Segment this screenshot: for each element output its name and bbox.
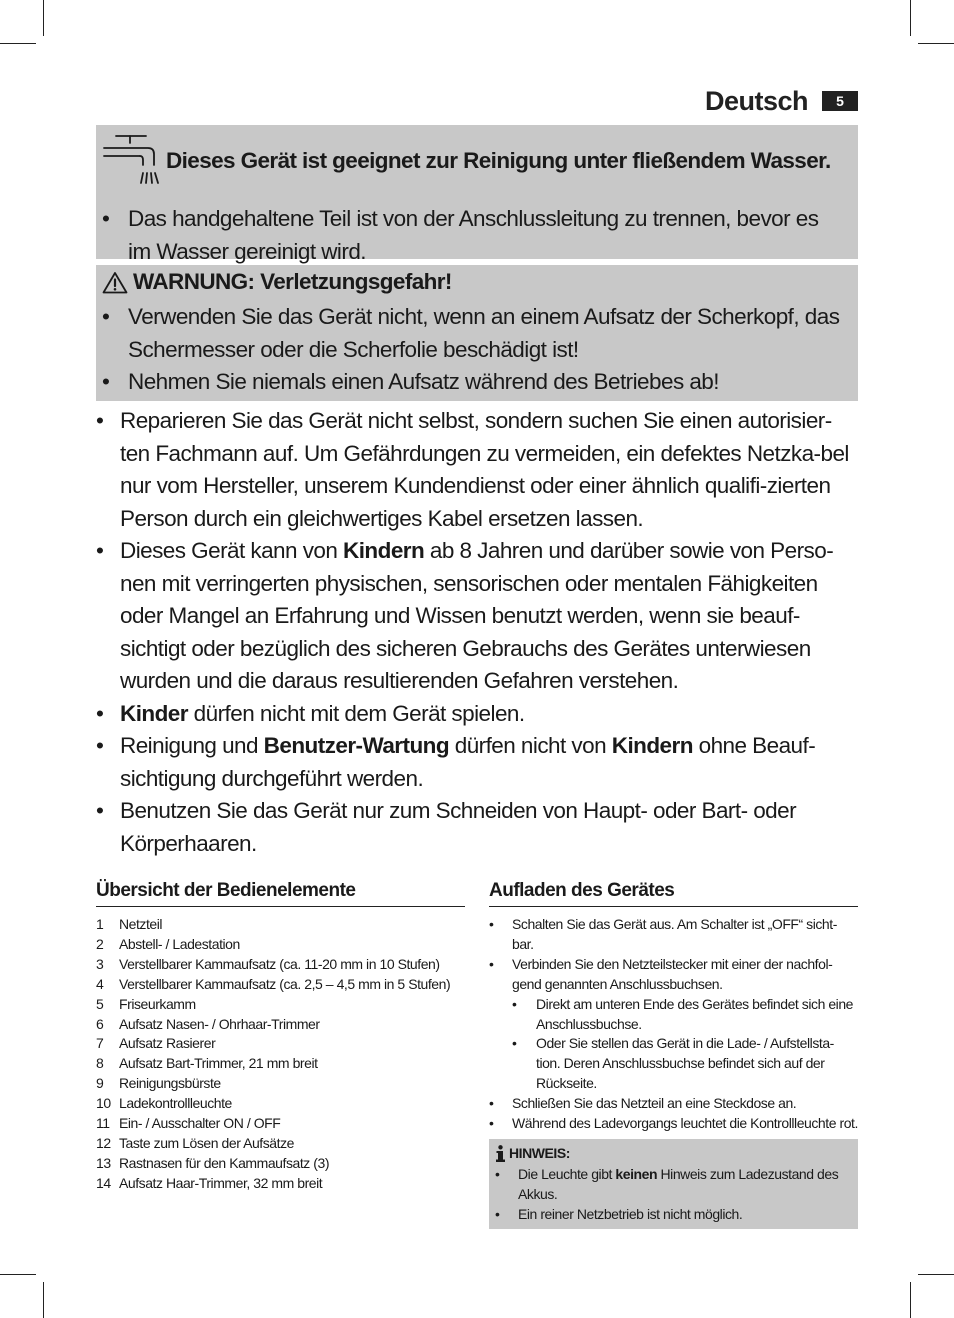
list-item: 5 Friseurkamm bbox=[96, 995, 196, 1012]
crop-mark bbox=[910, 0, 911, 36]
controls-title: Übersicht der Bedienelemente bbox=[96, 880, 465, 907]
crop-mark bbox=[0, 1274, 36, 1275]
list-item: 8 Aufsatz Bart-Trimmer, 21 mm breit bbox=[96, 1055, 318, 1072]
list-item: • Reparieren Sie das Gerät nicht selbst, sondern suchen Sie einen autorisier-ten Fachmann auf. Um Gefährdungen zu vermeiden, ein defektes Netzka-bel nur vom Hersteller, unserem Kundendienst oder einer ähnlich qualifi-zierten Person durch ein gleichwertiges Kabel ersetzen lassen. bbox=[96, 405, 856, 535]
hint-box bbox=[489, 1139, 858, 1229]
list-item: 12 Taste zum Lösen der Aufsätze bbox=[96, 1134, 294, 1151]
charging-section bbox=[489, 880, 858, 1229]
list-item: 1 Netzteil bbox=[96, 916, 163, 932]
controls-list bbox=[96, 915, 465, 1194]
crop-mark bbox=[910, 1282, 911, 1318]
crop-mark bbox=[0, 43, 36, 44]
crop-mark bbox=[918, 43, 954, 44]
warning-triangle-icon bbox=[102, 271, 128, 294]
controls-section bbox=[96, 880, 465, 1194]
list-item: • Reinigung und Benutzer-Wartung dürfen nicht von Kindern ohne Beauf-sichtigung durchgeführt werden. bbox=[96, 730, 856, 795]
water-cleaning-heading bbox=[102, 129, 831, 189]
list-item: • Benutzen Sie das Gerät nur zum Schneiden von Haupt- oder Bart- oder Körperhaaren. bbox=[96, 795, 856, 860]
list-item: 11 Ein- / Ausschalter ON / OFF bbox=[96, 1115, 281, 1132]
list-item: 10 Ladekontrollleuchte bbox=[96, 1095, 232, 1112]
page-header bbox=[705, 86, 858, 116]
list-item: 3 Verstellbarer Kammaufsatz (ca. 11-20 mm in 10 Stufen) bbox=[96, 955, 440, 972]
water-cleaning-box bbox=[96, 125, 858, 264]
list-item: • Verwenden Sie das Gerät nicht, wenn an einem Aufsatz der Scherkopf, das Schermesser oder die Scherfolie beschädigt ist! bbox=[102, 301, 844, 366]
list-item: 2 Abstell- / Ladestation bbox=[96, 935, 240, 952]
list-item: 7 Aufsatz Rasierer bbox=[96, 1035, 216, 1052]
list-item: • Nehmen Sie niemals einen Aufsatz während des Betriebes ab! bbox=[102, 366, 844, 399]
list-item: • Schließen Sie das Netzteil an eine Steckdose an. bbox=[489, 1094, 858, 1114]
charging-sublist bbox=[512, 995, 858, 1095]
info-icon bbox=[495, 1145, 506, 1162]
list-item: • Dieses Gerät kann von Kindern ab 8 Jahren und darüber sowie von Perso-nen mit verringerten physischen, sensorischen oder mentalen Fähigkeiten oder Mangel an Erfahrung und Wissen benutzt werden, wenn sie beauf-sichtigt oder bezüglich des sicheren Gebrauchs des Gerätes unterwiesen wurden und die daraus resultierenden Gefahren verstehen. bbox=[96, 535, 856, 698]
list-item: • Verbinden Sie den Netzteilstecker mit einer der nachfol-gend genannten Anschlussbuchsen. • Direkt am unteren Ende des Gerätes befindet sich eine Anschlussbuchse. • Oder Sie stellen das Gerät in die Lade- / Aufstellsta-tion. Deren Anschlussbuchse befindet sich auf der Rückseite. bbox=[489, 955, 858, 1094]
language-label: Deutsch bbox=[704, 85, 808, 116]
water-cleaning-title: Dieses Gerät ist geeignet zur Reinigung unter fließendem Wasser. bbox=[166, 148, 831, 173]
warning-title: WARNUNG: Verletzungsgefahr! bbox=[133, 269, 452, 294]
list-item: • Während des Ladevorgangs leuchtet die Kontrollleuchte rot. bbox=[489, 1114, 858, 1134]
list-item: 9 Reinigungsbürste bbox=[96, 1075, 221, 1092]
hint-heading bbox=[495, 1144, 850, 1164]
charging-title: Aufladen des Gerätes bbox=[489, 880, 858, 907]
warning-list bbox=[102, 301, 844, 399]
crop-mark bbox=[43, 1282, 44, 1318]
hint-list bbox=[495, 1165, 850, 1225]
warning-heading bbox=[102, 269, 452, 295]
list-item: • Direkt am unteren Ende des Gerätes befindet sich eine Anschlussbuchse. bbox=[512, 995, 858, 1035]
list-item: • Oder Sie stellen das Gerät in die Lade- / Aufstellsta-tion. Deren Anschlussbuchse befindet sich auf der Rückseite. bbox=[512, 1034, 858, 1094]
list-item: 4 Verstellbarer Kammaufsatz (ca. 2,5 – 4,5 mm in 5 Stufen) bbox=[96, 975, 451, 992]
list-item: 13 Rastnasen für den Kammaufsatz (3) bbox=[96, 1154, 330, 1171]
list-item: • Kinder dürfen nicht mit dem Gerät spielen. bbox=[96, 698, 856, 731]
list-item: • Die Leuchte gibt keinen Hinweis zum Ladezustand des Akkus. bbox=[495, 1165, 850, 1205]
charging-list bbox=[489, 915, 858, 1134]
list-item: • Das handgehaltene Teil ist von der Anschlussleitung zu trennen, bevor es im Wasser gereinigt wird. bbox=[102, 203, 844, 268]
list-item: • Schalten Sie das Gerät aus. Am Schalter ist „OFF“ sicht-bar. bbox=[489, 915, 858, 955]
list-item: 14 Aufsatz Haar-Trimmer, 32 mm breit bbox=[96, 1174, 323, 1191]
crop-mark bbox=[918, 1274, 954, 1275]
crop-mark bbox=[43, 0, 44, 36]
hint-title: HINWEIS: bbox=[509, 1144, 570, 1161]
page-number: 5 bbox=[822, 91, 858, 111]
water-tap-icon bbox=[102, 129, 162, 189]
water-cleaning-list bbox=[102, 203, 844, 268]
list-item: • Ein reiner Netzbetrieb ist nicht möglich. bbox=[495, 1205, 850, 1225]
warning-box bbox=[96, 265, 858, 401]
safety-instructions-list bbox=[96, 405, 856, 860]
list-item: 6 Aufsatz Nasen- / Ohrhaar-Trimmer bbox=[96, 1015, 320, 1032]
